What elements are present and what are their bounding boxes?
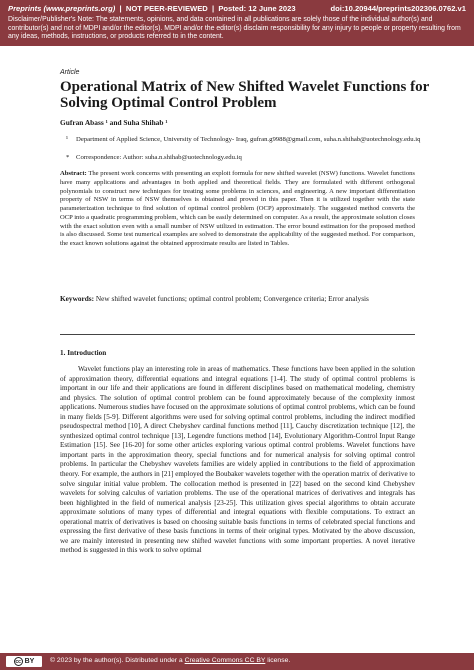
abstract-text: The present work concerns with presenting an exploit formula for new shifted wavelet (NSW) functions. Wavelet functions have many applications and advantages in both applied and theoretical fields. They are formulated with different orthogonal polynomials to construct new techniques for treating some problems in sciences, and engineering. A new important differentiation property of NSW in terms of NSW themselves is obtained and proved in this paper. Then it is utilized together with the state parameterization technique to find solution of optimal control problem (OCP) approximately. The suggested method converts the OCP into a quadratic programming problem, which can be easily determined on computer. As a result, the approximate solution closes with the exact solution even with a small number of NSW utilized in estimation. The error bound estimation for the proposed method is also discussed. Some test numerical examples are solved to demonstrate the applicability of the suggested method. For comparison, the exact known solutions against the obtained approximate results are listed in Tables. xyxy=(60,170,415,247)
preprint-header-bar xyxy=(0,0,474,46)
cc-by-text: BY xyxy=(24,658,35,665)
affiliation-mark: ¹ xyxy=(66,136,69,143)
license-end: license. xyxy=(265,657,291,664)
affiliation-text: Department of Applied Science, University of Technology- Iraq, gufran.g9988@gmail.com, suha.n.shihab@uotechnology.edu.iq xyxy=(76,136,421,143)
license-footer-bar xyxy=(0,653,474,670)
abstract xyxy=(60,170,415,249)
section-heading: 1. Introduction xyxy=(60,349,107,357)
correspondence-text: Correspondence: Author: suha.n.shihab@uotechnology.edu.iq xyxy=(76,154,242,161)
authors: Gufran Abass ¹ and Suha Shihab ¹ xyxy=(60,118,168,127)
keywords-text: New shifted wavelet functions; optimal control problem; Convergence criteria; Error analysis xyxy=(94,294,369,303)
site-link[interactable]: Preprints (www.preprints.org) xyxy=(8,4,116,13)
posted-date: Posted: 12 June 2023 xyxy=(218,4,296,13)
cc-by-badge[interactable] xyxy=(6,656,42,667)
keywords xyxy=(60,294,415,304)
article-type: Article xyxy=(60,69,80,76)
intro-paragraph: Wavelet functions play an interesting role in areas of mathematics. These functions have been applied in the solution of approximation theory, differential equations and integral equations [1-4]. The study of optimal control problems is important in our life and their applications are found in different disciplines based on mathematical modeling, chemistry and physics. The solution of optimal control problem can be found approximately because of the complexity inmost applications. Numerous studies have focused on the approximate solutions of optimal control problems, which can be found in many fields [5-9]. Different algorithms were used for solving optimal control problems, including the indirect modified pseudospectral method [10], A direct Chebyshev cardinal functions method [11], Cauchy discretization technique [12], the synthesized optimal control technique [13], Legendre functions method [14], Evolutionary Algorithm-Control Input Range Estimation [15]. See [16-20] for some other articles exploring various optimal control problems. Wavelet functions have important parts in the approximation theory, special functions and for numerical analysis for solving optimal control problems. In particular the Chebyshev wavelets families are widely applied in contributions to the field of approximation theory. For example, the authors in [21] employed the Boubaker wavelets together with the operation matrix of derivative to solve singular initial value problem. The collocation method is presented in [22] based on the second kind Chebyshev wavelets for solving calculus of variation problems. The use of the operational matrices of derivatives and integrals has been highlighted in the field of numerical analysis [23-25]. This utilization gives special algorithms to obtain accurate approximate solutions of many types of differential and integral equations with flexible computations. To extract an operational matrix of derivatives is based on choosing suitable basis functions in terms of celebrated special functions and expressing the first derivative of these basis functions in terms of their original types. Motivated by the above discussion, we are mainly interested in presenting new shifted wavelet functions with some important properties. A novel iterative method is suggested in this work to solve optimal xyxy=(60,365,415,555)
correspondence xyxy=(60,154,440,163)
correspondence-mark: * xyxy=(66,154,70,161)
copyright-text: © 2023 by the author(s). Distributed under a xyxy=(50,657,185,664)
cc-icon: cc xyxy=(15,658,21,665)
introduction-body xyxy=(60,365,415,556)
publisher-disclaimer: Disclaimer/Publisher's Note: The statements, opinions, and data contained in all publications are solely those of the individual author(s) and contributor(s) and not of MDPI and/or the editor(s). MDPI and/or the editor(s) disclaim responsibility for any injury to people or property resulting from any ideas, methods, instructions, or products referred to in the content. xyxy=(8,16,461,41)
header-status-line xyxy=(8,3,296,14)
header-row xyxy=(8,3,466,14)
separator: | xyxy=(207,4,219,13)
section-divider xyxy=(60,334,415,335)
peer-review-status: NOT PEER-REVIEWED xyxy=(125,4,208,13)
license-link[interactable]: Creative Commons CC BY xyxy=(184,657,266,664)
doi-link[interactable]: doi:10.20944/preprints202306.0762.v1 xyxy=(330,4,466,13)
abstract-label: Abstract: xyxy=(60,170,87,177)
separator: | xyxy=(115,4,126,13)
keywords-label: Keywords: xyxy=(60,294,95,303)
affiliation xyxy=(60,136,440,154)
copyright-notice xyxy=(50,657,290,664)
paper-title: Operational Matrix of New Shifted Wavelet Functions for Solving Optimal Control Problem xyxy=(60,79,429,111)
